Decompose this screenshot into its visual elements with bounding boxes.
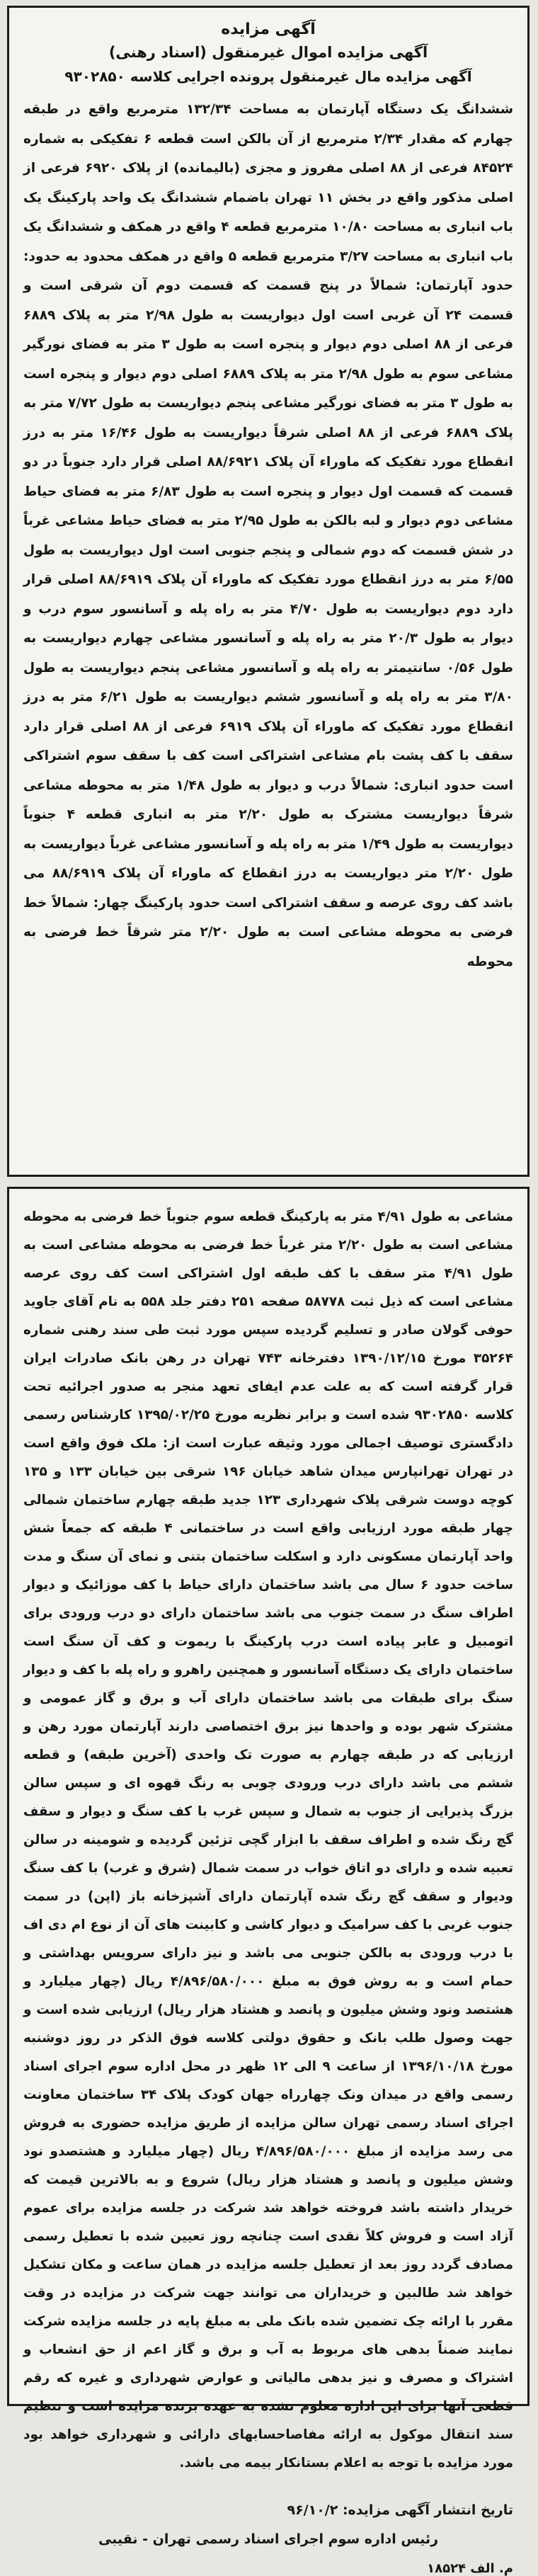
notice-box-upper xyxy=(7,6,530,1177)
notice-publish-date: تاریخ انتشار آگهی مزایده: ۹۶/۱۰/۲ xyxy=(287,2502,513,2518)
notice-subtitle: آگهی مزایده اموال غیرمنقول (اسناد رهنی) xyxy=(108,44,428,61)
notice-reference: م. الف ۱۸۵۲۴ xyxy=(427,2561,513,2576)
notice-body-part2: مشاعی به طول ۴/۹۱ متر به پارکینگ قطعه سوم جنوباً خط فرضی به محوطه مشاعی است به طول ۲/۲۰ متر غرباً خط فرضی به محوطه مشاعی است به طول ۴/۹۱ متر سقف با کف طبقه اول اشتراکی است کف روی عرصه مشاعی است که ذیل ثبت ۵۸۷۷۸ صفحه ۲۵۱ دفتر جلد ۵۵۸ به نام آقای جاوید حوفی گولان صادر و تسلیم گردیده سپس مورد ثبت طی سند رهنی شماره ۳۵۲۶۴ مورخ ۱۳۹۰/۱۲/۱۵ دفترخانه ۷۴۳ تهران در رهن بانک صادرات ایران قرار گرفته است که به علت عدم ایفای تعهد منجر به صدور اجرائیه تحت کلاسه ۹۳۰۲۸۵۰ شده است و برابر نظریه مورخ ۱۳۹۵/۰۲/۲۵ کارشناس رسمی دادگستری توصیف اجمالی مورد وثیقه عبارت است از: ملک فوق واقع است در تهران تهرانپارس میدان شاهد خیابان ۱۹۶ شرقی بین خیابان ۱۳۳ و ۱۳۵ کوچه دوست شرقی پلاک شهرداری ۱۲۳ جدید طبقه چهارم ساختمان شمالی چهار طبقه مورد ارزیابی واقع است در ساختمانی ۴ طبقه که جمعاً شش واحد آپارتمان مسکونی دارد و اسکلت ساختمان بتنی و نمای آن سنگ و مدت ساخت حدود ۶ سال می باشد ساختمان دارای حیاط با کف موزائیک و دیوار اطراف سنگ در سمت جنوب می باشد ساختمان دارای دو درب ورودی برای اتومبیل و عابر پیاده است درب پارکینگ با ریموت و کف آن سنگ است ساختمان دارای یک دستگاه آسانسور و همچنین راهرو و راه پله با کف و دیوار سنگ برای طبقات می باشد ساختمان دارای آب و برق و گاز عمومی و مشترک شهر بوده و واحدها نیز برق اختصاصی دارند آپارتمان مورد رهن و ارزیابی که در طبقه چهارم به صورت تک واحدی (آخرین طبقه) و قطعه ششم می باشد دارای درب ورودی چوبی به رنگ قهوه ای و سپس سالن بزرگ پذیرایی از جنوب به شمال و سپس غرب با کف سنگ و دیوار و سقف گچ رنگ شده و اطراف سقف با ابزار گچی تزئین گردیده و شومینه در سالن تعبیه شده و دارای دو اتاق خواب در سمت شمال (شرق و غرب) با کف سنگ ودیوار و سقف گچ رنگ شده آپارتمان دارای آشپزخانه باز (اپن) در سمت جنوب غربی با کف سرامیک و دیوار کاشی و کابینت های آن از نوع ام دی اف با درب ورودی به بالکن جنوبی می باشد و نیز دارای سرویس بهداشتی و حمام است و به روش فوق به مبلغ ۴/۸۹۶/۵۸۰/۰۰۰ ریال (چهار میلیارد و هشتصد ونود وشش میلیون و پانصد و هشتاد هزار ریال) ارزیابی شده است و جهت وصول طلب بانک و حقوق دولتی کلاسه فوق الذکر در روز دوشنبه مورخ ۱۳۹۶/۱۰/۱۸ از ساعت ۹ الی ۱۲ ظهر در محل اداره سوم اجرای اسناد رسمی واقع در میدان ونک چهارراه جهان کودک پلاک ۳۴ ساختمان معاونت اجرای اسناد رسمی تهران سالن مزایده از طریق مزایده حضوری به فروش می رسد مزایده از مبلغ ۴/۸۹۶/۵۸۰/۰۰۰ ریال (چهار میلیارد و هشتصدو نود وشش میلیون و پانصد و هشتاد هزار ریال) شروع و به بالاترین قیمت که خریدار داشته باشد فروخته خواهد شد شرکت در جلسه مزایده برای عموم آزاد است و فروش کلاً نقدی است چنانچه روز تعیین شده با تعطیل رسمی مصادف گردد روز بعد از تعطیل جلسه مزایده در همان ساعت و مکان تشکیل خواهد شد طالبین و خریداران می توانند جهت شرکت در مزایده در وقت مقرر با ارائه چک تضمین شده بانک ملی به مبلغ پایه در جلسه مزایده شرکت نمایند ضمناً بدهی های مربوط به آب و برق و گاز اعم از حق انشعاب و اشتراک و مصرف و نیز بدهی مالیاتی و عوارض شهرداری و غیره که رقم قطعی آنها برای این اداره معلوم نشده به عهده برنده مزایده است و تنظیم سند انتقال موکول به ارائه مفاصاحسابهای دارائی و شهرداری خواهد بود مورد مزایده با توجه به اعلام بستانکار بیمه می باشد. xyxy=(23,1209,514,2470)
notice-box-lower xyxy=(7,1187,530,2576)
notice-title: آگهی مزایده xyxy=(221,21,316,38)
notice-signature: رئیس اداره سوم اجرای اسناد رسمی تهران - نقیبی xyxy=(98,2531,439,2547)
notice-file-line: آگهی مزایده مال غیرمنقول پرونده اجرایی کلاسه ۹۳۰۲۸۵۰ xyxy=(64,68,472,85)
notice-body-part1: ششدانگ یک دستگاه آپارتمان به مساحت ۱۳۲/۳۴ مترمربع واقع در طبقه چهارم که مقدار ۲/۳۴ مترمربع از آن بالکن است قطعه ۶ تفکیکی به شماره ۸۴۵۲۴ فرعی از ۸۸ اصلی مفروز و مجزی (بالیمانده) از پلاک ۶۹۲۰ فرعی از اصلی مذکور واقع در بخش ۱۱ تهران باضمام ششدانگ یک واحد پارکینگ یک باب انباری به مساحت ۱۰/۸۰ مترمربع قطعه ۴ واقع در همکف و ششدانگ یک باب انباری به مساحت ۳/۲۷ مترمربع قطعه ۵ واقع در همکف محدود به حدود: حدود آپارتمان: شمالاً در پنج قسمت که قسمت دوم آن شرقی است و قسمت ۲۴ آن غربی است اول دیواریست به طول ۲/۹۸ متر به پلاک ۶۸۸۹ فرعی از ۸۸ اصلی دوم دیوار و پنجره است به طول ۳ متر به فضای نورگیر مشاعی سوم به طول ۲/۹۸ متر به پلاک ۶۸۸۹ اصلی دوم دیوار و پنجره است به طول ۳ متر به فضای نورگیر مشاعی پنجم دیواریست به طول ۷/۷۲ متر به پلاک ۶۸۸۹ فرعی از ۸۸ اصلی شرقاً دیواریست به طول ۱۶/۴۶ متر به درز انقطاع مورد تفکیک که ماوراء آن پلاک ۸۸/۶۹۲۱ اصلی قرار دارد جنوباً در دو قسمت که قسمت اول دیوار و پنجره است به طول ۶/۸۳ متر به فضای حیاط مشاعی دوم دیوار و لبه بالکن به طول ۲/۹۵ متر به فضای حیاط مشاعی غرباً در شش قسمت که دوم شمالی و پنجم جنوبی است اول دیواریست به طول ۶/۵۵ متر به درز انقطاع مورد تفکیک که ماوراء آن پلاک ۸۸/۶۹۱۹ اصلی قرار دارد دوم دیواریست به طول ۴/۷۰ متر به راه پله و آسانسور سوم درب و دیوار به طول ۲۰/۳ متر به راه پله و آسانسور مشاعی چهارم دیواریست به طول ۰/۵۶ سانتیمتر به راه پله و آسانسور مشاعی پنجم دیواریست به طول ۳/۸۰ متر به راه پله و آسانسور ششم دیواریست به طول ۶/۲۱ متر به درز انقطاع مورد تفکیک که ماوراء آن پلاک ۶۹۱۹ فرعی از ۸۸ اصلی قرار دارد سقف با کف پشت بام مشاعی اشتراکی است کف با سقف سوم اشتراکی است حدود انباری: شمالاً درب و دیوار به طول ۱/۴۸ متر به محوطه مشاعی شرقاً دیواریست مشترک به طول ۲/۲۰ متر به انباری قطعه ۴ جنوباً دیواریست به طول ۱/۴۹ متر به راه پله و آسانسور مشاعی غرباً دیواریست به طول ۲/۲۰ متر دیواریست به درز انقطاع که ماوراء آن پلاک ۸۸/۶۹۱۹ می باشد کف روی عرصه و سقف اشتراکی است حدود پارکینگ چهار: شمالاً خط فرضی به محوطه مشاعی است به طول ۲/۲۰ متر شرقاً خط فرضی به محوطه xyxy=(23,102,514,969)
